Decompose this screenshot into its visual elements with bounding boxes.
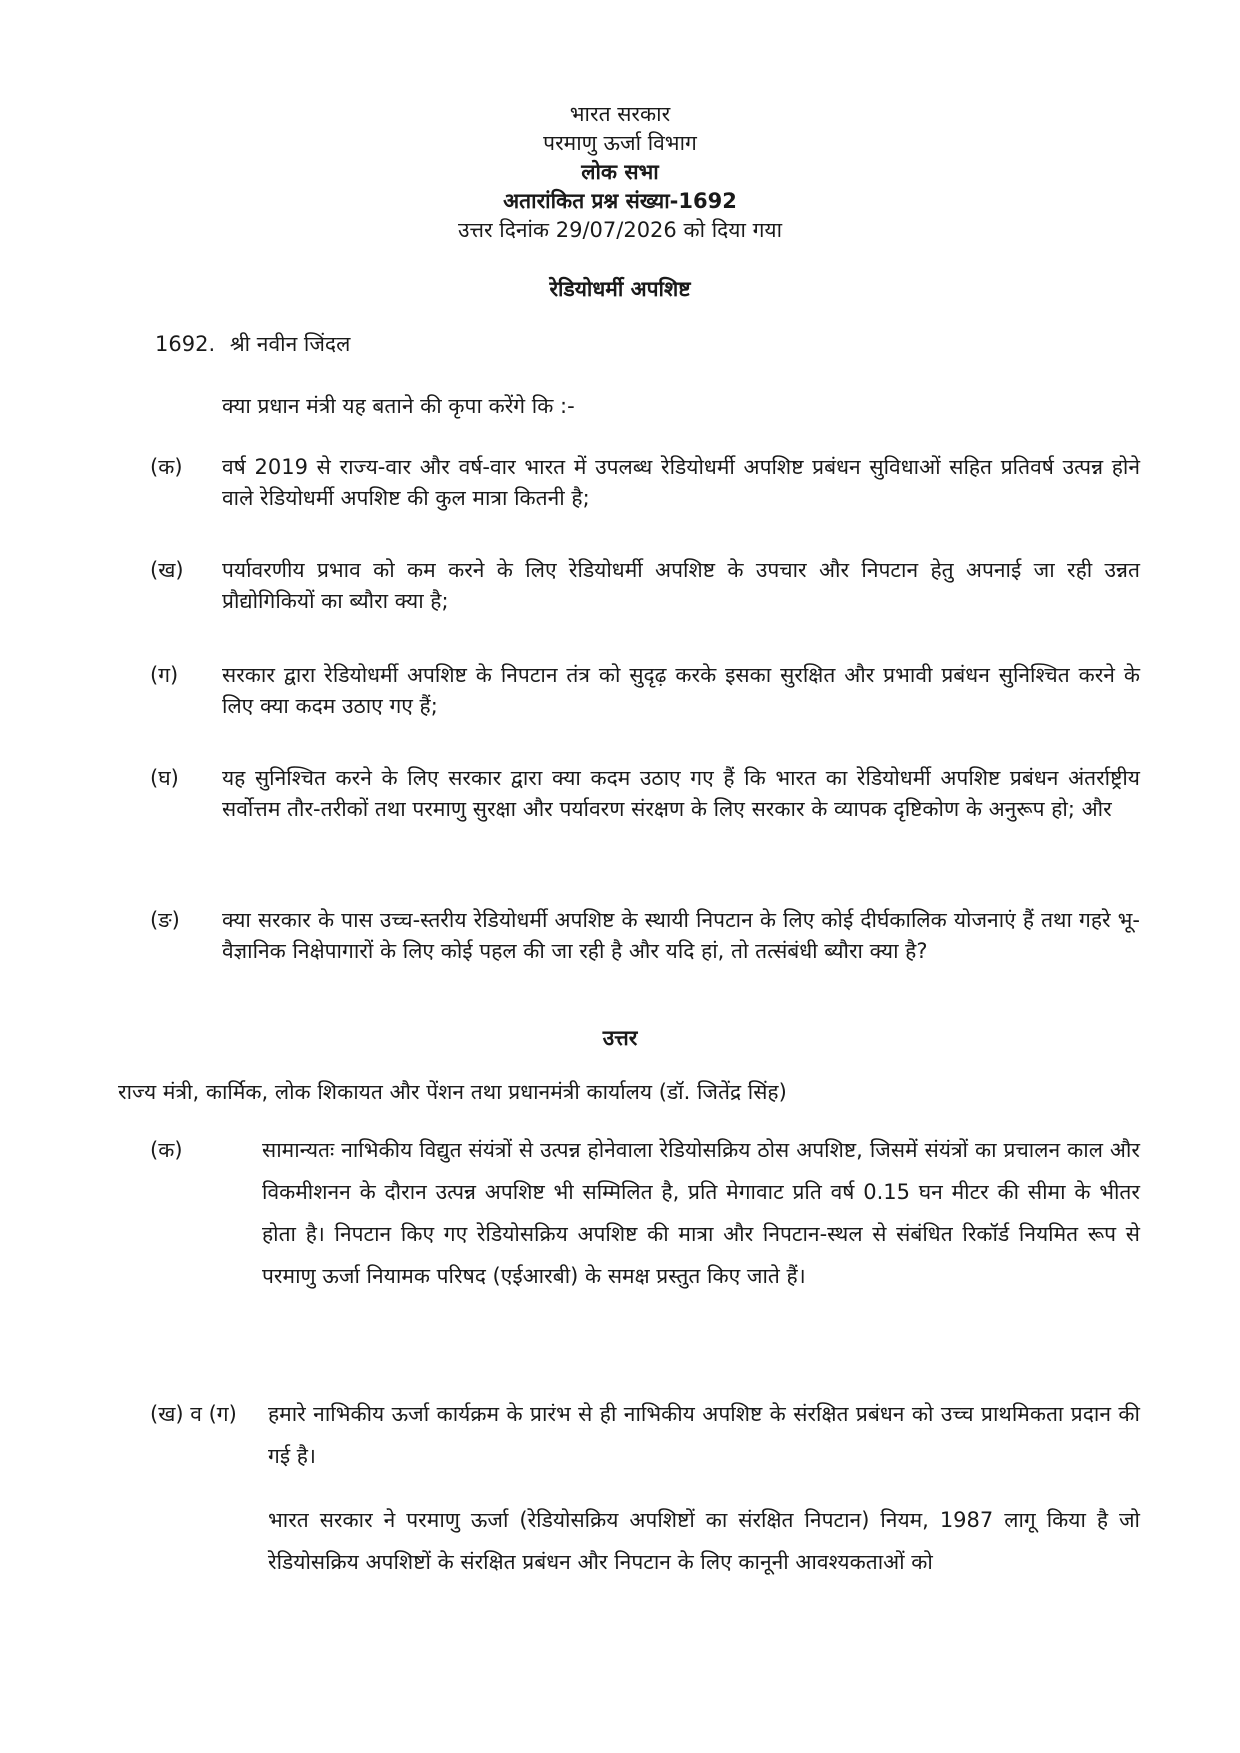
question-label: (ग) (150, 663, 179, 687)
question-item (150, 905, 1140, 967)
question-item (150, 452, 1140, 514)
answer-heading: उत्तर (602, 1026, 638, 1050)
question-text: यह सुनिश्चित करने के लिए सरकार द्वारा क्या कदम उठाए गए हैं कि भारत का रेडियोधर्मी अपशिष्ट प्रबंधन अंतर्राष्ट्रीय सर्वोत्तम तौर-तरीकों तथा परमाणु सुरक्षा और पर्यावरण संरक्षण के लिए सरकार के व्यापक दृष्टिकोण के अनुरूप हो; और (222, 766, 1140, 821)
question-label: (ख) (150, 558, 184, 582)
government-name: भारत सरकार (569, 102, 671, 126)
question-text: वर्ष 2019 से राज्य-वार और वर्ष-वार भारत में उपलब्ध रेडियोधर्मी अपशिष्ट प्रबंधन सुविधाओं सहित प्रतिवर्ष उत्पन्न होने वाले रेडियोधर्मी अपशिष्ट की कुल मात्रा कितनी है; (222, 455, 1140, 510)
answer-label: (क) (150, 1138, 183, 1162)
answer-text: सामान्यतः नाभिकीय विद्युत संयंत्रों से उत्पन्न होनेवाला रेडियोसक्रिय ठोस अपशिष्ट, जिसमें संयंत्रों का प्रचालन काल और विकमीशनन के दौरान उत्पन्न अपशिष्ट भी सम्मिलित है, प्रति मेगावाट प्रति वर्ष 0.15 घन मीटर की सीमा के भीतर होता है। निपटान किए गए रेडियोसक्रिय अपशिष्ट की मात्रा और निपटान-स्थल से संबंधित रिकॉर्ड नियमित रूप से परमाणु ऊर्जा नियामक परिषद (एईआरबी) के समक्ष प्रस्तुत किए जाते हैं। (262, 1138, 1140, 1288)
answer-item (150, 1393, 1140, 1583)
answer-text-continued: भारत सरकार ने परमाणु ऊर्जा (रेडियोसक्रिय अपशिष्टों का संरक्षित निपटान) नियम, 1987 लागू किया है जो रेडियोसक्रिय अपशिष्टों के संरक्षित प्रबंधन और निपटान के लिए कानूनी आवश्यकताओं को (268, 1508, 1140, 1574)
question-subject: रेडियोधर्मी अपशिष्ट (549, 277, 691, 301)
answer-item (150, 1129, 1140, 1297)
question-item (150, 555, 1140, 617)
answer-label: (ख) व (ग) (150, 1402, 237, 1426)
document-header (0, 100, 1240, 245)
answer-date: उत्तर दिनांक 29/07/2026 को दिया गया (457, 218, 783, 242)
asker-name: श्री नवीन जिंदल (229, 332, 351, 356)
question-item (150, 660, 1140, 722)
question-label: (क) (150, 455, 183, 479)
asker-question-number: 1692. (155, 332, 216, 356)
department-name: परमाणु ऊर्जा विभाग (543, 131, 697, 155)
minister-line: राज्य मंत्री, कार्मिक, लोक शिकायत और पेंशन तथा प्रधानमंत्री कार्यालय (डॉ. जितेंद्र सिंह) (118, 1080, 787, 1104)
answer-text: हमारे नाभिकीय ऊर्जा कार्यक्रम के प्रारंभ से ही नाभिकीय अपशिष्ट के संरक्षित प्रबंधन को उच्च प्राथमिकता प्रदान की गई है। (268, 1402, 1140, 1468)
asker-line (155, 330, 350, 358)
question-text: सरकार द्वारा रेडियोधर्मी अपशिष्ट के निपटान तंत्र को सुदृढ़ करके इसका सुरक्षित और प्रभावी प्रबंधन सुनिश्चित करने के लिए क्या कदम उठाए गए हैं; (222, 663, 1140, 718)
question-text: पर्यावरणीय प्रभाव को कम करने के लिए रेडियोधर्मी अपशिष्ट के उपचार और निपटान हेतु अपनाई जा रही उन्नत प्रौद्योगिकियों का ब्यौरा क्या है; (222, 558, 1140, 613)
question-number: अतारांकित प्रश्न संख्या-1692 (503, 189, 737, 213)
question-item (150, 763, 1140, 825)
question-label: (ङ) (150, 908, 180, 932)
question-text: क्या सरकार के पास उच्च-स्तरीय रेडियोधर्मी अपशिष्ट के स्थायी निपटान के लिए कोई दीर्घकालिक योजनाएं हैं तथा गहरे भू-वैज्ञानिक निक्षेपागारों के लिए कोई पहल की जा रही है और यदि हां, तो तत्संबंधी ब्यौरा क्या है? (222, 908, 1140, 963)
question-intro: क्या प्रधान मंत्री यह बताने की कृपा करेंगे कि :- (222, 394, 575, 418)
question-label: (घ) (150, 766, 179, 790)
house-name: लोक सभा (581, 160, 659, 184)
